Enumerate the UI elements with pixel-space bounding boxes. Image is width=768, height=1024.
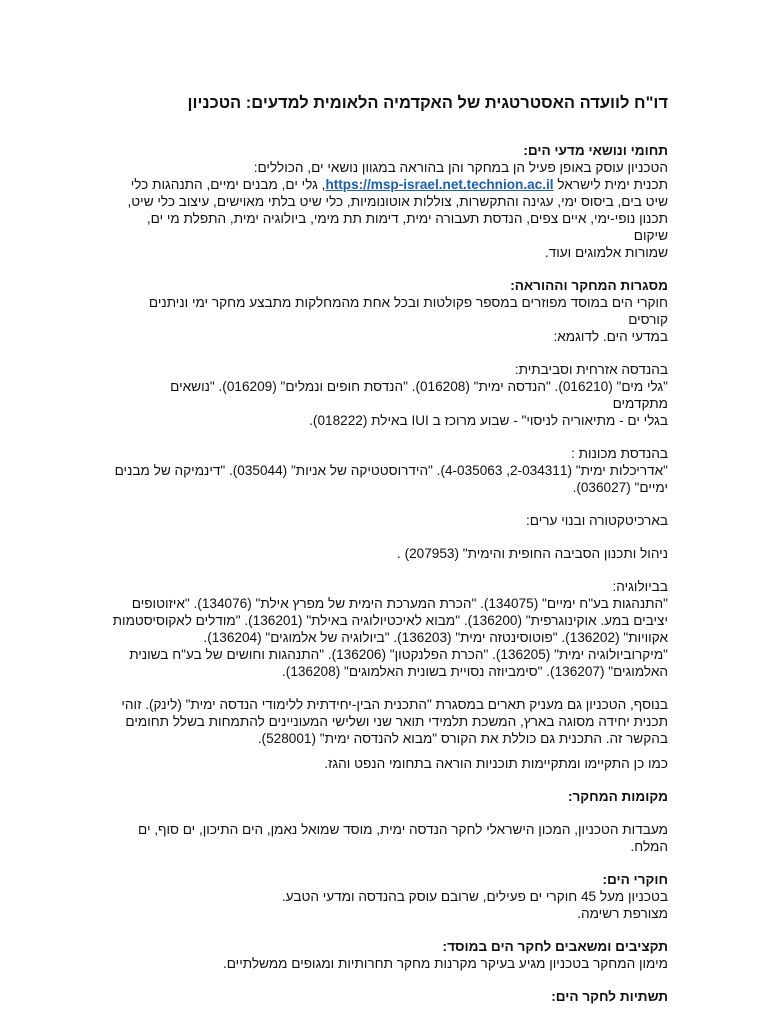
paragraph-line: יציבים במע. אוקינוגרפית" (136200). "מבוא לאיכטיולוגיה באילת" (136201). "מודלים לאקוסיסטמות: [112, 613, 668, 628]
section-marine-topics: [112, 142, 668, 261]
paragraph-line: מצורפת רשימה.: [577, 906, 668, 921]
paragraph-line: שמורות אלמוגים ועוד.: [544, 245, 668, 260]
paragraph-line: בהקשר זה. התכנית גם כוללת את הקורס "מבוא להנדסה ימית" (528001).: [257, 731, 668, 746]
paragraph-line: בגלי ים - מתיאוריה לניסוי" - שבוע מרוכז ב IUI באילת (018222).: [309, 413, 668, 428]
section-budgets: [112, 938, 668, 972]
spacer: [112, 529, 668, 545]
section-mechanical-engineering: [112, 445, 668, 496]
section-biology: [112, 578, 668, 680]
section-civil-engineering: [112, 361, 668, 429]
spacer: [112, 747, 668, 755]
subsection-heading: בביולוגיה:: [612, 579, 668, 594]
subsection-heading: בהנדסת מכונות :: [571, 446, 668, 461]
paragraph-line: "התנהגות בע"ח ימיים" (134075). "הכרת המערכת הימית של מפרץ אילת" (134076). "איזוטופים: [131, 596, 668, 611]
section-researchers: [112, 871, 668, 922]
spacer: [112, 805, 668, 821]
paragraph-line: כמו כן התקיימו ומתקיימות תוכניות הוראה בתחומי הנפט והגז.: [324, 756, 668, 771]
paragraph-line-with-link: [112, 176, 668, 193]
paragraph-line: תכנון נופי-ימי, איים צפים, הנדסת תעבורה ימית, דימות תת מימי, ביולוגיה ימית, התפלת מי ים, שיקום: [146, 211, 668, 243]
section-heading: תקציבים ומשאבים לחקר הים במוסד:: [442, 939, 668, 954]
paragraph-line: "מיקרוביולוגיה ימית" (136205). "הכרת הפלנקטון" (136206). "התנהגות וחושים של בע"ח בשונית: [129, 647, 668, 662]
section-additional-programs: [112, 696, 668, 772]
section-heading: תשתיות לחקר הים:: [551, 989, 668, 1004]
section-heading: תחומי ונושאי מדעי הים:: [523, 143, 668, 158]
section-architecture: [112, 512, 668, 562]
msp-israel-link[interactable]: https://msp-israel.net.technion.ac.il: [325, 177, 554, 192]
paragraph-line: חוקרי הים במוסד מפוזרים במספר פקולטות ובכל אחת מהמחלקות מתבצע מחקר ימי וניתנים קורסים: [148, 295, 668, 327]
paragraph-line: שיט בים, ביסוס ימי, עגינה והתקשרות, צוללות אוטונומיות, כלי שיט בלתי מאוישים, עיצוב כלי שיט,: [127, 194, 668, 209]
paragraph-line: בטכניון מעל 45 חוקרי ים פעילים, שרובם עוסק בהנדסה ומדעי הטבע.: [281, 889, 668, 904]
text-span: , גלי ים, מבנים ימיים, התנהגות כלי: [130, 177, 326, 192]
paragraph-line: ימיים" (036027).: [572, 480, 668, 495]
subsection-heading: בארכיטקטורה ובנוי ערים:: [526, 513, 668, 528]
paragraph-line: מימון המחקר בטכניון מגיע בעיקר מקרנות מחקר תחרותיות ומגופים ממשלתיים.: [222, 956, 668, 971]
document-title: דו"ח לוועדה האסטרטגית של האקדמיה הלאומית למדעים: הטכניון: [187, 94, 668, 112]
subsection-heading: בהנדסה אזרחית וסביבתית:: [514, 362, 668, 377]
paragraph-line: אקוויות" (136202). "פוטוסינטזה ימית" (136203). "ביולוגיה של אלמוגים" (136204).: [203, 630, 668, 645]
paragraph-line: ניהול ותכנון הסביבה החופית והימית" (207953) .: [397, 546, 668, 561]
paragraph-line: הטכניון עוסק באופן פעיל הן במחקר והן בהוראה במגוון נושאי ים, הכוללים:: [253, 160, 668, 175]
paragraph-line: "גלי מים" (016210). "הנדסה ימית" (016208). "הנדסת חופים ונמלים" (016209). "נושאים מתקדמים: [170, 379, 668, 411]
paragraph-line: בנוסף, הטכניון גם מעניק תארים במסגרת "התכנית הבין-יחידתית ללימודי הנדסה ימית" (לינק). זוהי: [121, 697, 668, 712]
paragraph-line: מעבדות הטכניון, המכון הישראלי לחקר הנדסה ימית, מוסד שמואל נאמן, הים התיכון, ים סוף, ים המלח.: [138, 822, 668, 854]
section-infrastructure: [112, 988, 668, 1005]
section-research-frameworks: [112, 277, 668, 345]
section-heading: מקומות המחקר:: [567, 789, 668, 804]
paragraph-line: במדעי הים. לדוגמא:: [553, 329, 668, 344]
paragraph-line: תכנית יחידה מסוגה בארץ, המשכת תלמידי תואר שני ושלישי המעוניינים להתמחות בשלל תחומים: [125, 714, 668, 729]
paragraph-line: "אדריכלות ימית" (2-034311, 4-035063). "הידרוסטטיקה של אניות" (035044). "דינמיקה של מבנים: [114, 463, 668, 478]
paragraph-line: האלמוגים" (136207). "סימביוזה נסויית בשונית האלמוגים" (136208).: [282, 664, 668, 679]
section-research-locations: [112, 788, 668, 855]
text-span: תכנית ימית לישראל: [557, 177, 668, 192]
section-heading: חוקרי הים:: [602, 872, 668, 887]
section-heading: מסגרות המחקר וההוראה:: [510, 278, 668, 293]
